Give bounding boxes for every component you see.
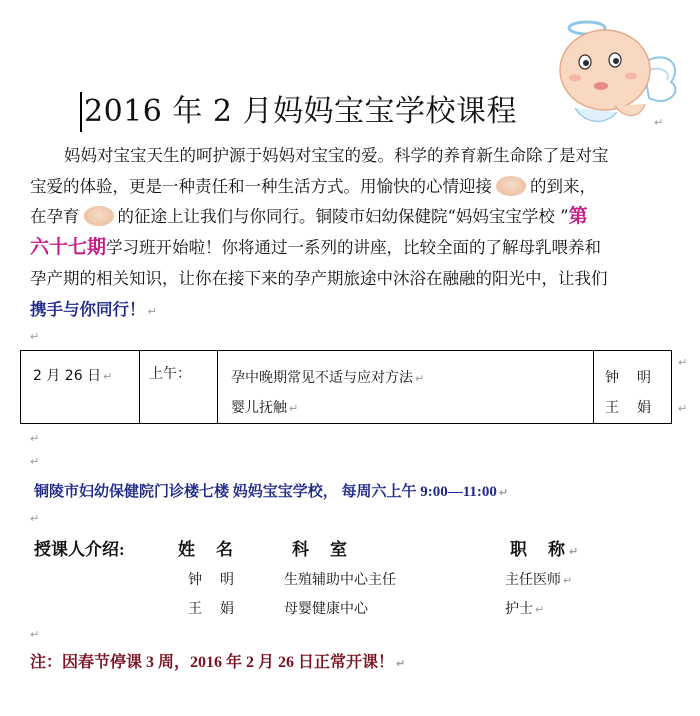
session-number-highlight: 六十七期: [30, 237, 107, 258]
baby-face-icon: [84, 206, 114, 226]
schedule-session: 上午：: [149, 366, 191, 382]
header-title: 职 称 ↵: [510, 540, 581, 559]
intro-line-1: 妈妈对宝宝天生的呵护源于妈妈对宝宝的爱。科学的养育新生命除了是对宝: [64, 146, 609, 165]
instructor-title: 护士 ↵: [505, 601, 545, 617]
intro-closing: 携手与你同行！: [30, 300, 146, 319]
schedule-table: [20, 350, 672, 424]
session-number-highlight: 第: [568, 206, 588, 227]
instructor-name: 王 娟: [188, 601, 236, 617]
baby-angel-logo: [545, 8, 685, 128]
baby-face-icon: [496, 176, 526, 196]
schedule-teacher: 钟 明: [605, 370, 653, 386]
schedule-date: 2 月 26 日 ↵: [33, 368, 113, 384]
header-department: 科 室: [292, 540, 349, 559]
paragraph-mark: ↵: [30, 628, 40, 641]
intro-text: 学习班开始啦！你将通过一系列的讲座，比较全面的了解母乳喂养和: [106, 238, 602, 257]
schedule-topic: 婴儿抚触 ↵: [231, 400, 299, 416]
instructor-department: 母婴健康中心: [284, 601, 368, 617]
intro-line-4: [30, 234, 675, 262]
intro-text: 宝爱的体验，更是一种责任和一种生活方式。用愉快的心情迎接: [30, 177, 492, 196]
paragraph-mark: ↵: [654, 116, 664, 129]
intro-line-3: [30, 203, 675, 231]
paragraph-mark: ↵: [30, 512, 40, 525]
intro-text: 在孕育: [30, 207, 80, 226]
paragraph-mark: ↵: [30, 432, 40, 445]
header-name: 姓 名: [178, 540, 235, 559]
instructor-name: 钟 明: [188, 572, 236, 588]
class-location: 铜陵市妇幼保健院门诊楼七楼 妈妈宝宝学校， 每周六上午 9:00—11:00 ↵: [34, 484, 509, 500]
schedule-topic: 孕中晚期常见不适与应对方法 ↵: [231, 370, 425, 386]
paragraph-mark: ↵: [30, 330, 40, 343]
instructor-department: 生殖辅助中心主任: [284, 572, 396, 588]
schedule-teacher: 王 娟: [605, 400, 653, 416]
paragraph-mark: ↵: [30, 455, 40, 468]
holiday-notice: 注：因春节停课 3 周，2016 年 2 月 26 日正常开课！ ↵: [30, 654, 406, 671]
intro-line-5: 孕产期的相关知识，让你在接下来的孕产期旅途中沐浴在融融的阳光中，让我们: [30, 269, 608, 288]
intro-text: 的到来，: [530, 177, 596, 196]
page-title: 2016 年 2 月妈妈宝宝学校课程: [80, 92, 517, 132]
instructors-label: 授课人介绍:: [34, 540, 125, 559]
intro-line-6: [30, 296, 675, 326]
paragraph-mark: ↵: [678, 356, 688, 369]
instructor-title: 主任医师 ↵: [505, 572, 573, 588]
paragraph-mark: ↵: [147, 305, 157, 318]
paragraph-mark: ↵: [678, 402, 688, 415]
intro-line-2: [30, 173, 675, 201]
intro-text: 的征途上让我们与你同行。铜陵市妇幼保健院“妈妈宝宝学校 ”: [117, 207, 569, 226]
